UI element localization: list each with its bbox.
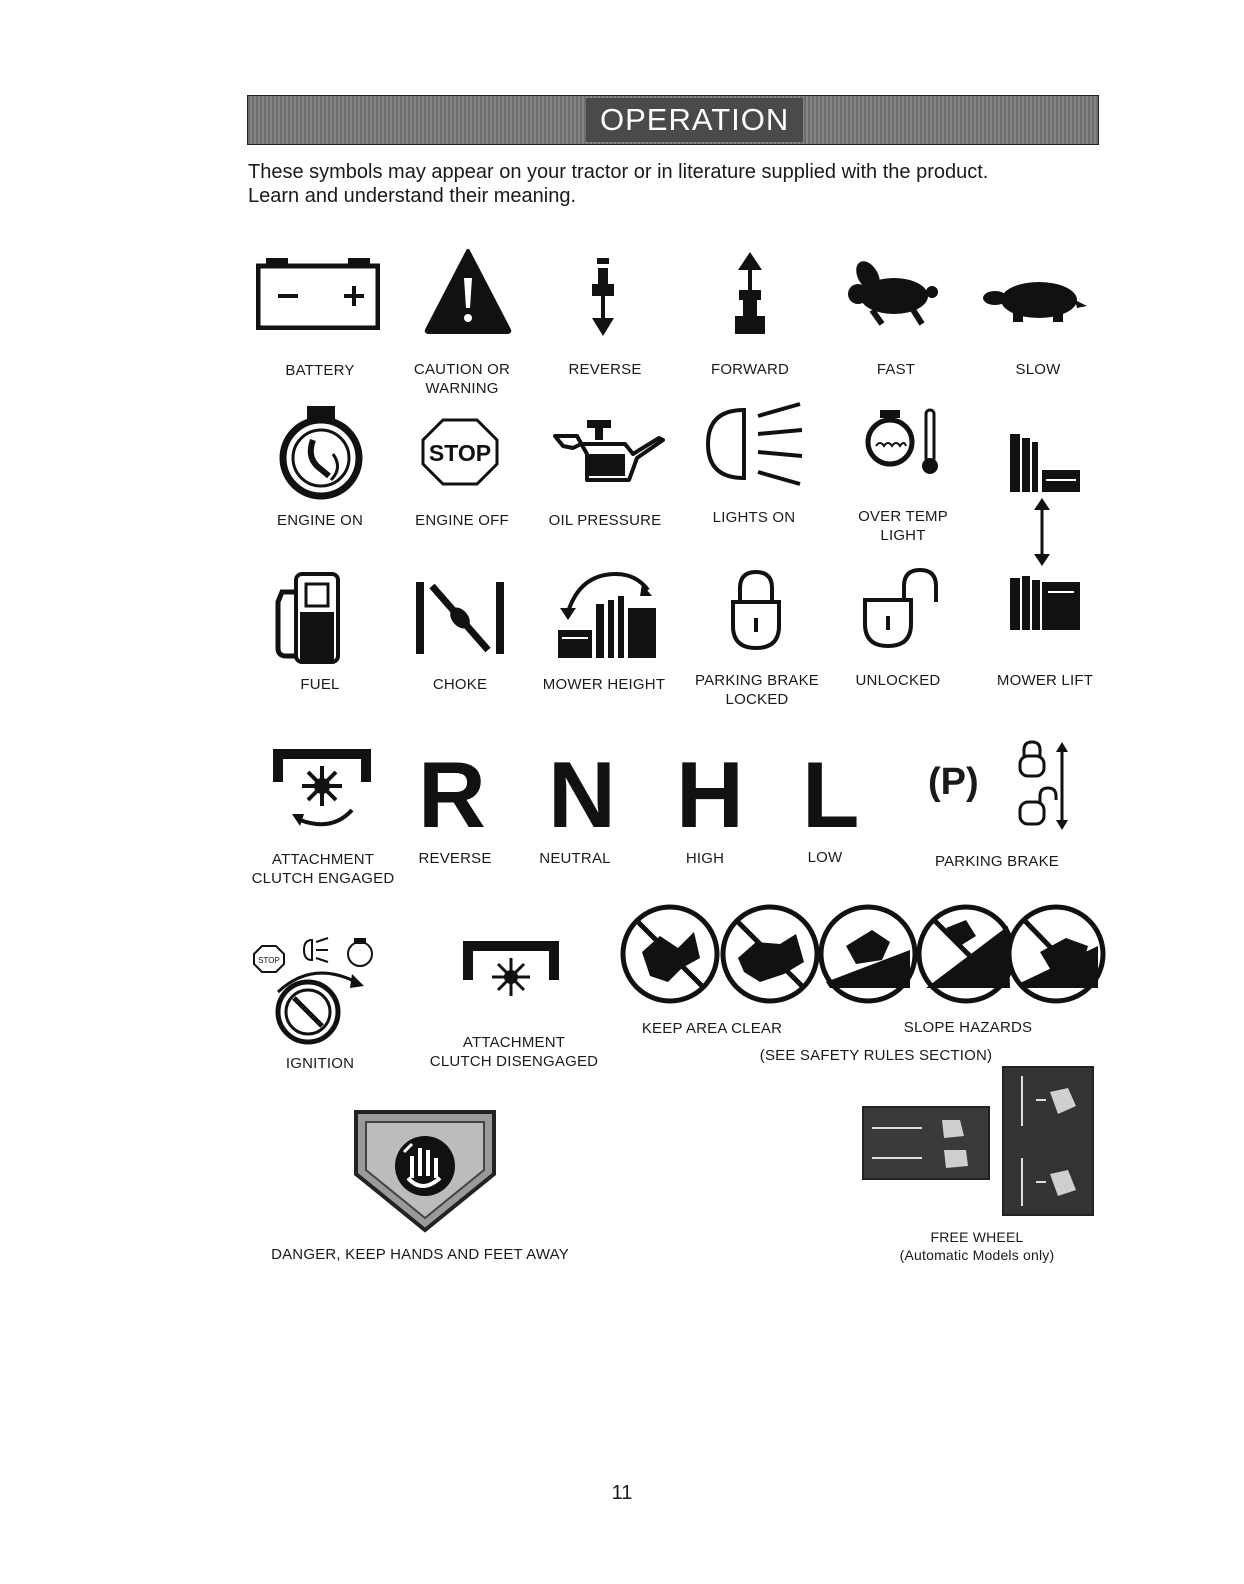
ignition-switch-icon bbox=[248, 930, 384, 1046]
forward-arrow-icon bbox=[733, 250, 767, 336]
reverse-letter-r: R bbox=[418, 742, 486, 847]
label-free-wheel-line1: FREE WHEEL bbox=[930, 1229, 1024, 1245]
slope-hazard-icon-3 bbox=[1009, 907, 1103, 1001]
label-engine-on: ENGINE ON bbox=[277, 512, 363, 529]
label-caution-line1: CAUTION OR bbox=[413, 361, 511, 378]
label-oil-pressure: OIL PRESSURE bbox=[548, 512, 662, 529]
label-over-temp-line1: OVER TEMP bbox=[858, 508, 948, 525]
label-see-safety-rules: (SEE SAFETY RULES SECTION) bbox=[759, 1047, 993, 1064]
label-attachment-engaged-line1: ATTACHMENT bbox=[271, 851, 375, 868]
label-fast: FAST bbox=[876, 361, 916, 378]
intro-text bbox=[248, 160, 1108, 208]
label-parking-brake-locked bbox=[684, 671, 830, 709]
label-attachment-clutch-engaged bbox=[238, 850, 408, 888]
oil-can-icon bbox=[553, 418, 665, 486]
choke-icon bbox=[414, 580, 506, 656]
hazard-circles-group bbox=[620, 902, 1106, 1006]
label-forward: FORWARD bbox=[710, 361, 790, 378]
stop-sign-icon bbox=[421, 418, 499, 486]
slope-hazard-icon-1 bbox=[821, 907, 915, 1001]
label-free-wheel bbox=[880, 1228, 1074, 1264]
lock-closed-icon bbox=[730, 568, 782, 650]
caution-warning-icon bbox=[424, 248, 512, 334]
label-free-wheel-line2: (Automatic Models only) bbox=[899, 1247, 1055, 1263]
attachment-clutch-disengaged-icon bbox=[462, 940, 560, 1002]
label-choke: CHOKE bbox=[432, 676, 488, 693]
label-keep-area-clear: KEEP AREA CLEAR bbox=[641, 1020, 783, 1037]
page-number: 11 bbox=[611, 1482, 633, 1504]
label-caution-line2: WARNING bbox=[425, 380, 499, 397]
label-over-temp bbox=[848, 507, 958, 545]
mower-lift-icon bbox=[1006, 428, 1080, 566]
label-mower-lift: MOWER LIFT bbox=[996, 672, 1094, 689]
intro-line-1: These symbols may appear on your tractor or in literature supplied with the product. bbox=[248, 161, 989, 183]
neutral-letter-n: N bbox=[548, 742, 616, 847]
attachment-clutch-engaged-icon bbox=[270, 748, 374, 830]
intro-line-2: Learn and understand their meaning. bbox=[248, 185, 577, 207]
label-unlocked: UNLOCKED bbox=[855, 672, 941, 689]
label-reverse-r: REVERSE bbox=[418, 850, 492, 867]
label-slope-hazards: SLOPE HAZARDS bbox=[903, 1019, 1033, 1036]
parking-p-symbol: (P) bbox=[928, 761, 979, 803]
label-reverse: REVERSE bbox=[568, 361, 642, 378]
label-attachment-disengaged-line2: CLUTCH DISENGAGED bbox=[429, 1053, 599, 1070]
label-engine-off: ENGINE OFF bbox=[415, 512, 509, 529]
label-mower-height: MOWER HEIGHT bbox=[542, 676, 666, 693]
keep-area-clear-hazard-icon-2 bbox=[723, 907, 817, 1001]
label-ignition: IGNITION bbox=[285, 1055, 355, 1072]
label-attachment-clutch-disengaged bbox=[414, 1033, 614, 1071]
lock-open-icon bbox=[862, 566, 942, 648]
mower-lift-bottom-icon bbox=[1006, 572, 1080, 632]
battery-icon bbox=[256, 258, 380, 330]
ignition-stop-text: STOP bbox=[258, 956, 280, 965]
label-attachment-disengaged-line1: ATTACHMENT bbox=[462, 1034, 566, 1051]
label-slow: SLOW bbox=[1015, 361, 1061, 378]
danger-hands-feet-icon bbox=[352, 1108, 498, 1234]
reverse-arrow-icon bbox=[588, 254, 618, 338]
label-low: LOW bbox=[807, 849, 843, 866]
engine-on-icon bbox=[277, 404, 365, 500]
label-caution-warning bbox=[404, 360, 520, 398]
fuel-pump-icon bbox=[272, 572, 342, 664]
label-parking-brake-line1: PARKING BRAKE bbox=[694, 672, 820, 689]
section-title: OPERATION bbox=[586, 98, 803, 142]
label-fuel: FUEL bbox=[300, 676, 340, 693]
over-temp-icon bbox=[862, 408, 944, 476]
label-battery: BATTERY bbox=[285, 362, 355, 379]
label-parking-brake: PARKING BRAKE bbox=[934, 853, 1060, 870]
mower-height-icon bbox=[556, 568, 658, 660]
label-neutral: NEUTRAL bbox=[539, 850, 611, 867]
label-lights-on: LIGHTS ON bbox=[712, 509, 796, 526]
low-letter-l: L bbox=[802, 742, 860, 847]
turtle-slow-icon bbox=[983, 278, 1089, 324]
label-high: HIGH bbox=[685, 850, 725, 867]
headlight-icon bbox=[704, 400, 808, 490]
section-header-bar bbox=[247, 95, 1099, 145]
parking-brake-locks-icon bbox=[1014, 740, 1070, 830]
keep-area-clear-hazard-icon-1 bbox=[623, 907, 717, 1001]
label-over-temp-line2: LIGHT bbox=[880, 527, 926, 544]
slope-hazard-icon-2 bbox=[919, 907, 1013, 1001]
label-parking-brake-line2: LOCKED bbox=[725, 691, 789, 708]
high-letter-h: H bbox=[676, 742, 744, 847]
rabbit-fast-icon bbox=[842, 258, 946, 328]
label-danger-hands-feet: DANGER, KEEP HANDS AND FEET AWAY bbox=[271, 1246, 569, 1263]
stop-text: STOP bbox=[428, 440, 492, 466]
label-attachment-engaged-line2: CLUTCH ENGAGED bbox=[251, 870, 395, 887]
free-wheel-icon bbox=[862, 1066, 1094, 1216]
